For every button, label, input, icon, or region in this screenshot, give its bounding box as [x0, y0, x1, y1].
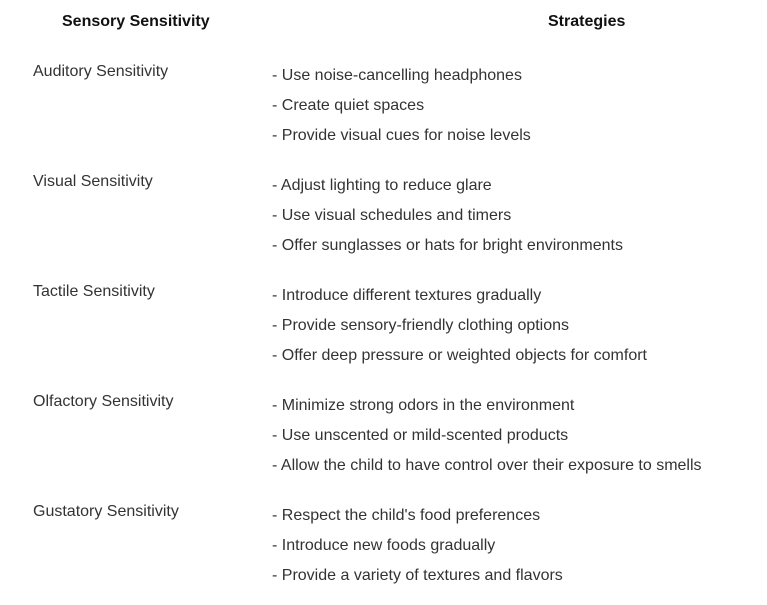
strategy-list — [272, 391, 702, 481]
sensitivity-label: Auditory Sensitivity — [33, 63, 169, 80]
strategy-list — [272, 171, 623, 261]
strategy-list — [272, 501, 563, 591]
strategy-item: - Respect the child's food preferences — [272, 507, 541, 524]
table-header — [0, 0, 767, 40]
sensitivity-label: Tactile Sensitivity — [33, 283, 155, 300]
table-body — [0, 41, 767, 591]
sensitivity-label: Visual Sensitivity — [33, 173, 153, 190]
sensitivity-label: Gustatory Sensitivity — [33, 503, 179, 520]
strategy-item: - Allow the child to have control over their exposure to smells — [272, 457, 702, 474]
table-row-olfactory — [0, 371, 767, 481]
table-row-auditory — [0, 41, 767, 151]
strategy-item: - Introduce different textures gradually — [272, 287, 542, 304]
strategy-item: - Minimize strong odors in the environment — [272, 397, 575, 414]
strategy-list — [272, 61, 531, 151]
strategy-item: - Use visual schedules and timers — [272, 207, 512, 224]
header-sensory-sensitivity: Sensory Sensitivity — [62, 13, 210, 30]
table-row-gustatory — [0, 481, 767, 591]
table-row-tactile — [0, 261, 767, 371]
strategy-item: - Provide a variety of textures and flavors — [272, 567, 563, 584]
strategy-item: - Provide sensory-friendly clothing options — [272, 317, 570, 334]
strategy-item: - Create quiet spaces — [272, 97, 425, 114]
header-strategies: Strategies — [548, 13, 626, 30]
strategy-item: - Offer deep pressure or weighted objects for comfort — [272, 347, 647, 364]
strategy-item: - Use unscented or mild-scented products — [272, 427, 569, 444]
strategy-item: - Offer sunglasses or hats for bright environments — [272, 237, 623, 254]
table-row-visual — [0, 151, 767, 261]
strategy-item: - Introduce new foods gradually — [272, 537, 496, 554]
sensitivity-label: Olfactory Sensitivity — [33, 393, 174, 410]
strategy-item: - Adjust lighting to reduce glare — [272, 177, 492, 194]
strategy-list — [272, 281, 647, 371]
strategy-item: - Provide visual cues for noise levels — [272, 127, 531, 144]
strategy-item: - Use noise-cancelling headphones — [272, 67, 522, 84]
